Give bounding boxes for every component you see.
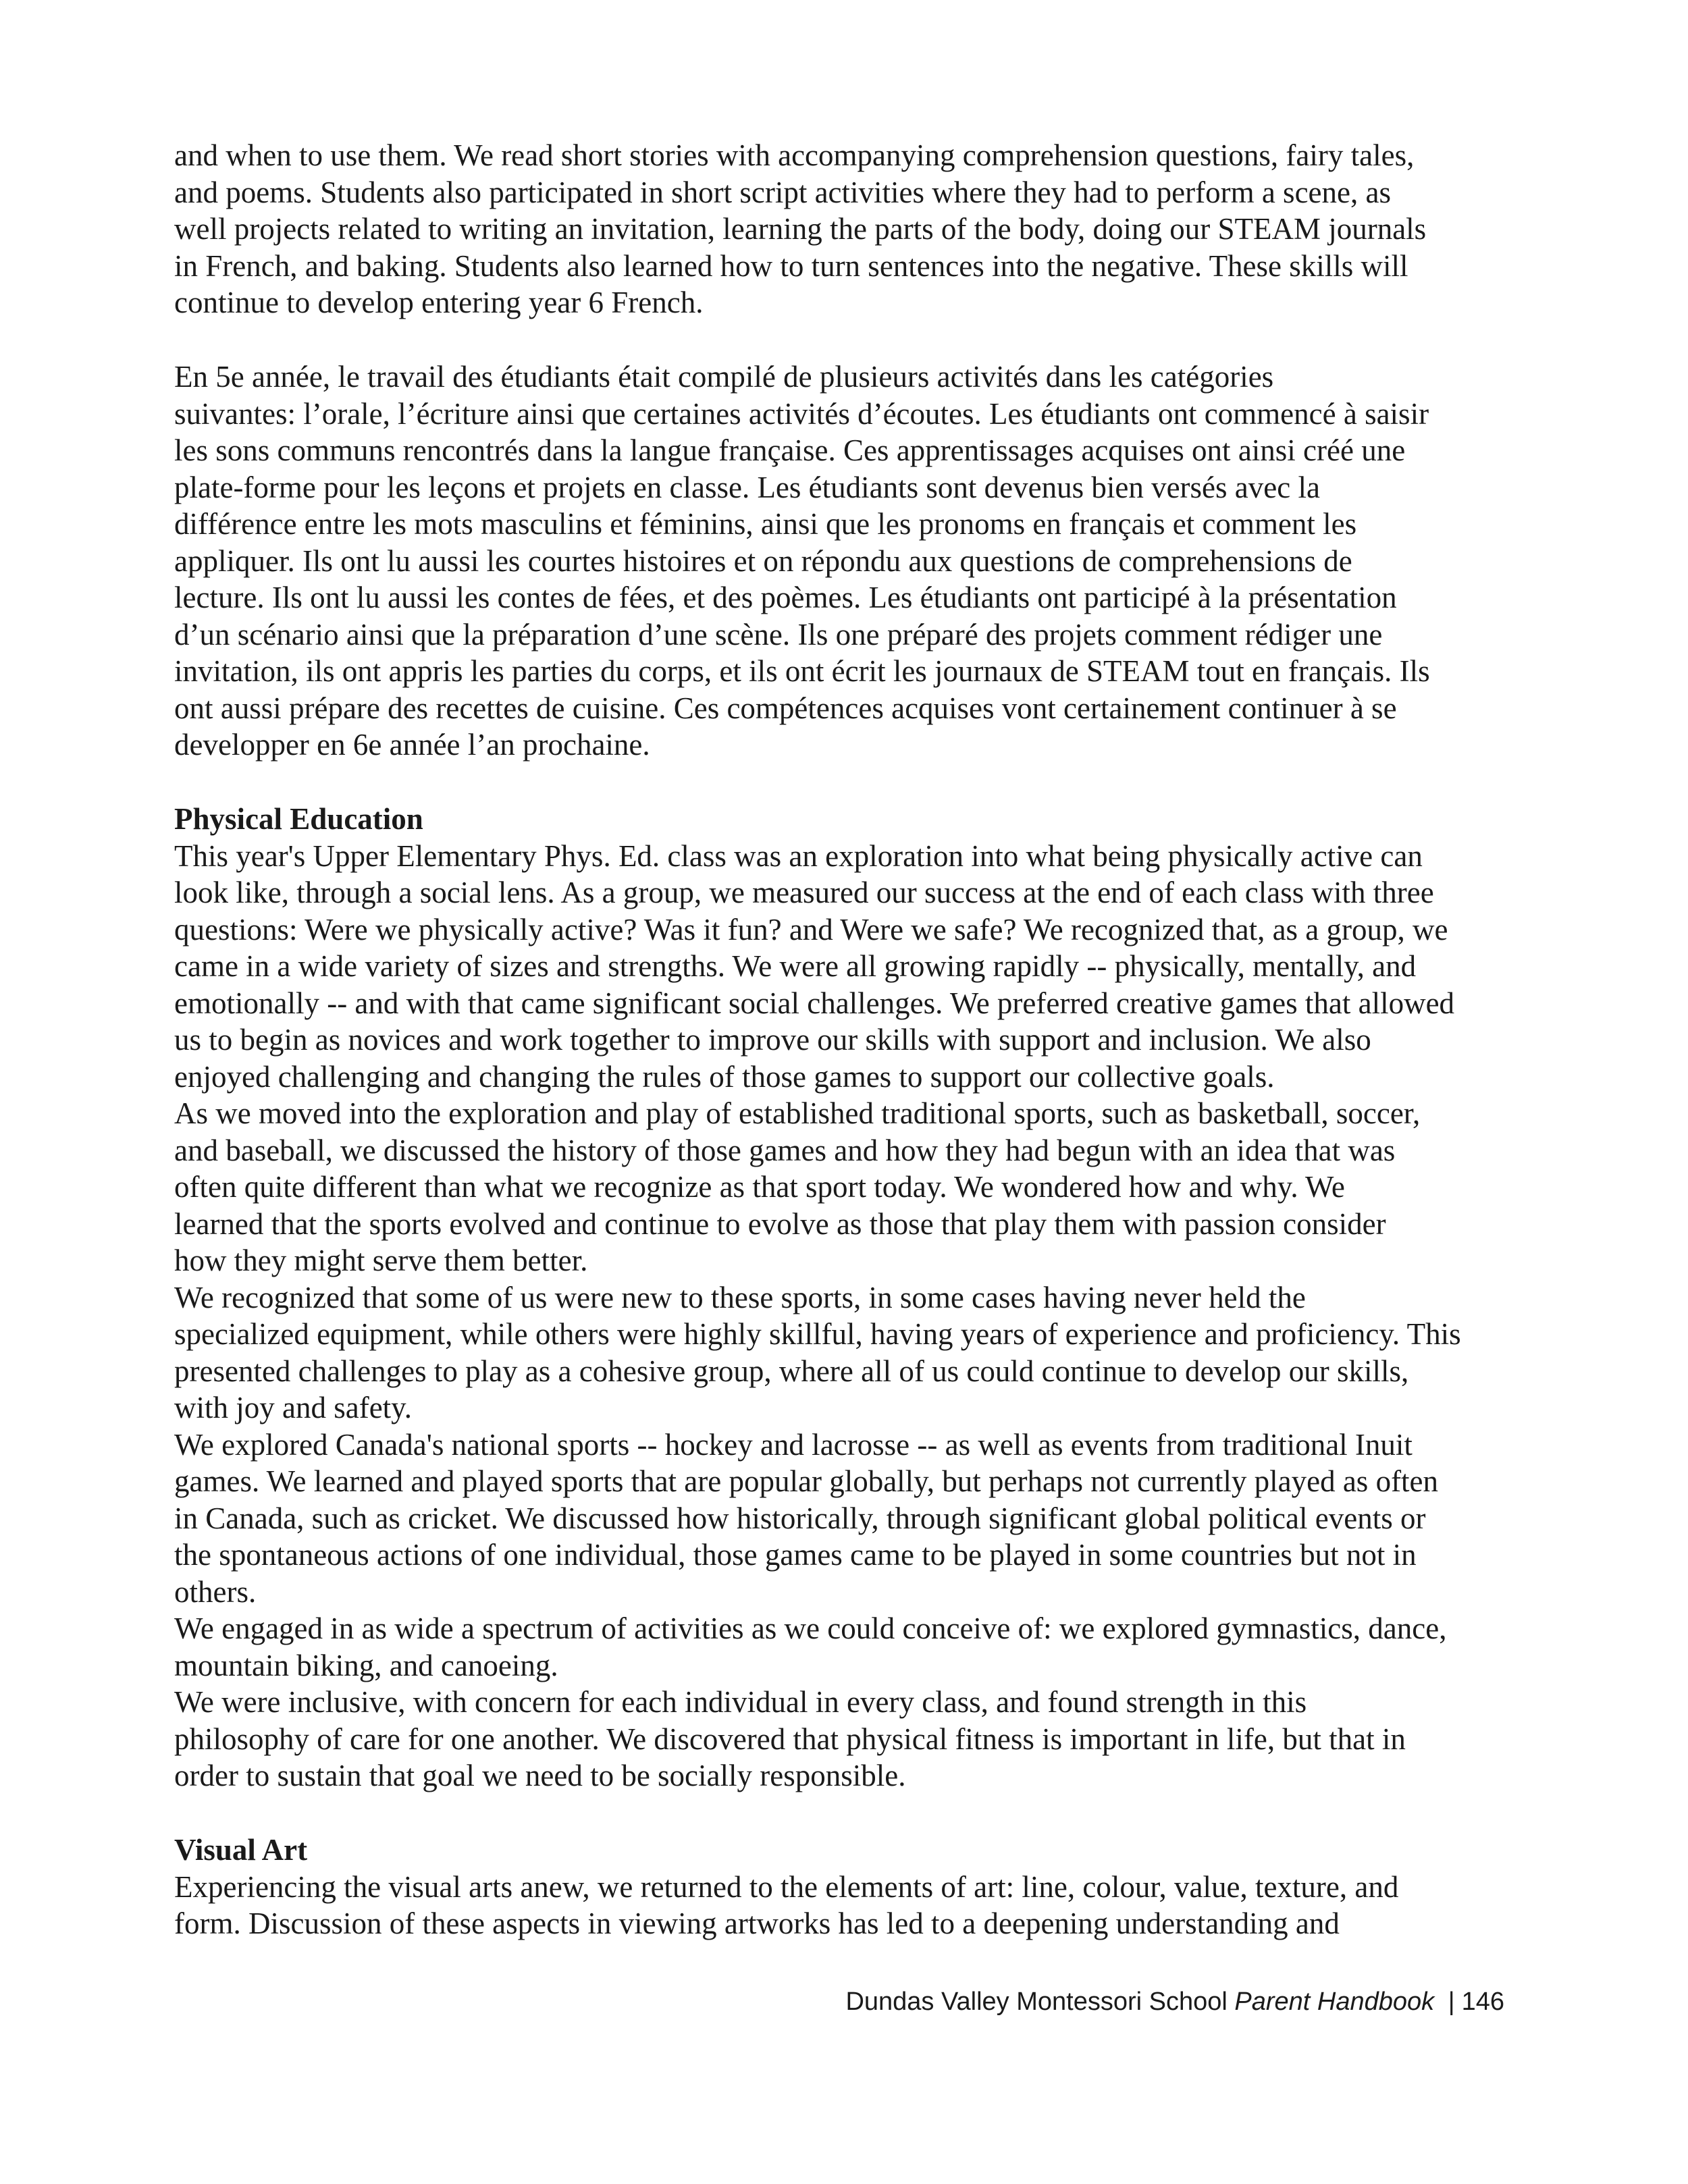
paragraph-line: Experiencing the visual arts anew, we returned to the elements of art: line, colour, value, texture, and [174, 1869, 1399, 1904]
paragraph-line: form. Discussion of these aspects in viewing artworks has led to a deepening understanding and [174, 1907, 1340, 1940]
paragraph-line: suivantes: l’orale, l’écriture ainsi que certaines activités d’écoutes. Les étudiants ont commencé à saisir [174, 396, 1429, 431]
paragraph-line: developper en 6e année l’an prochaine. [174, 728, 650, 762]
page-footer [845, 1988, 1504, 2017]
paragraph-line: invitation, ils ont appris les parties du corps, et ils ont écrit les journaux de STEAM tout en français. Ils [174, 654, 1430, 688]
paragraph-line: others. [174, 1574, 257, 1609]
paragraph-line: order to sustain that goal we need to be socially responsible. [174, 1759, 906, 1792]
paragraph-line: appliquer. Ils ont lu aussi les courtes histoires et on répondu aux questions de comprehensions de [174, 543, 1352, 578]
page-number: 146 [1461, 1988, 1504, 2016]
paragraph-line: emotionally -- and with that came significant social challenges. We preferred creative games that allowed [174, 986, 1455, 1020]
paragraph-line: mountain biking, and canoeing. [174, 1648, 558, 1682]
visual-art-section [174, 1832, 1531, 1942]
paragraph-line: presented challenges to play as a cohesive group, where all of us could continue to develop our skills, [174, 1354, 1409, 1388]
footer-handbook-title: Parent Handbook [1234, 1988, 1435, 2016]
paragraph-line: plate-forme pour les leçons et projets en classe. Les étudiants sont devenus bien versés avec la [174, 470, 1320, 504]
footer-school-name: Dundas Valley Montessori School [845, 1988, 1228, 2016]
paragraph-line: and baseball, we discussed the history of those games and how they had begun with an idea that was [174, 1133, 1396, 1167]
paragraph-line: d’un scénario ainsi que la préparation d’une scène. Ils one préparé des projets comment rédiger une [174, 617, 1383, 651]
french-english-paragraph [174, 137, 1531, 321]
section-heading: Physical Education [174, 802, 423, 836]
paragraph-line: with joy and safety. [174, 1391, 413, 1424]
paragraph-line: us to begin as novices and work together to improve our skills with support and inclusion. We also [174, 1023, 1371, 1057]
paragraph-line: continue to develop entering year 6 French. [174, 286, 704, 319]
physical-education-section [174, 801, 1531, 1794]
section-heading: Visual Art [174, 1833, 308, 1867]
paragraph-line: the spontaneous actions of one individual, those games came to be played in some countries but not in [174, 1538, 1417, 1572]
paragraph-line: learned that the sports evolved and continue to evolve as those that play them with passion consider [174, 1206, 1386, 1241]
paragraph-line: We were inclusive, with concern for each individual in every class, and found strength in this [174, 1685, 1307, 1719]
french-french-paragraph [174, 358, 1531, 764]
paragraph-line: enjoyed challenging and changing the rules of those games to support our collective goals. [174, 1059, 1275, 1094]
paragraph-line: We explored Canada's national sports -- hockey and lacrosse -- as well as events from traditional Inuit [174, 1427, 1413, 1462]
paragraph-line: games. We learned and played sports that are popular globally, but perhaps not currently played as often [174, 1464, 1439, 1498]
footer-separator: | [1448, 1988, 1455, 2016]
paragraph-line: philosophy of care for one another. We discovered that physical fitness is important in life, but that in [174, 1722, 1406, 1756]
paragraph-line: in Canada, such as cricket. We discussed how historically, through significant global political events or [174, 1501, 1426, 1535]
paragraph-line: and poems. Students also participated in short script activities where they had to perform a scene, as [174, 175, 1391, 209]
paragraph-line: in French, and baking. Students also learned how to turn sentences into the negative. These skills will [174, 248, 1408, 283]
paragraph-line: often quite different than what we recognize as that sport today. We wondered how and why. We [174, 1170, 1345, 1204]
paragraph-line: This year's Upper Elementary Phys. Ed. class was an exploration into what being physically active can [174, 838, 1423, 873]
paragraph-line: We engaged in as wide a spectrum of activities as we could conceive of: we explored gymnastics, dance, [174, 1612, 1447, 1645]
paragraph-line: look like, through a social lens. As a group, we measured our success at the end of each class with three [174, 876, 1434, 909]
paragraph-line: came in a wide variety of sizes and strengths. We were all growing rapidly -- physically, mentally, and [174, 949, 1417, 983]
paragraph-line: how they might serve them better. [174, 1244, 588, 1277]
paragraph-line: lecture. Ils ont lu aussi les contes de fées, et des poèmes. Les étudiants ont participé à la présentation [174, 581, 1397, 614]
paragraph-line: En 5e année, le travail des étudiants était compilé de plusieurs activités dans les catégories [174, 360, 1274, 394]
paragraph-line: différence entre les mots masculins et féminins, ainsi que les pronoms en français et comment les [174, 507, 1357, 541]
paragraph-line: We recognized that some of us were new to these sports, in some cases having never held the [174, 1280, 1306, 1314]
paragraph-line: questions: Were we physically active? Was it fun? and Were we safe? We recognized that, as a group, we [174, 912, 1448, 947]
paragraph-line: specialized equipment, while others were highly skillful, having years of experience and proficiency. This [174, 1317, 1461, 1351]
paragraph-line: As we moved into the exploration and play of established traditional sports, such as basketball, soccer, [174, 1096, 1421, 1130]
paragraph-line: les sons communs rencontrés dans la langue française. Ces apprentissages acquises ont ainsi créé une [174, 433, 1406, 467]
paragraph-line: well projects related to writing an invitation, learning the parts of the body, doing our STEAM journals [174, 212, 1427, 246]
paragraph-line: and when to use them. We read short stories with accompanying comprehension questions, fairy tales, [174, 138, 1415, 172]
paragraph-line: ont aussi prépare des recettes de cuisine. Ces compétences acquises vont certainement continuer à se [174, 691, 1397, 725]
